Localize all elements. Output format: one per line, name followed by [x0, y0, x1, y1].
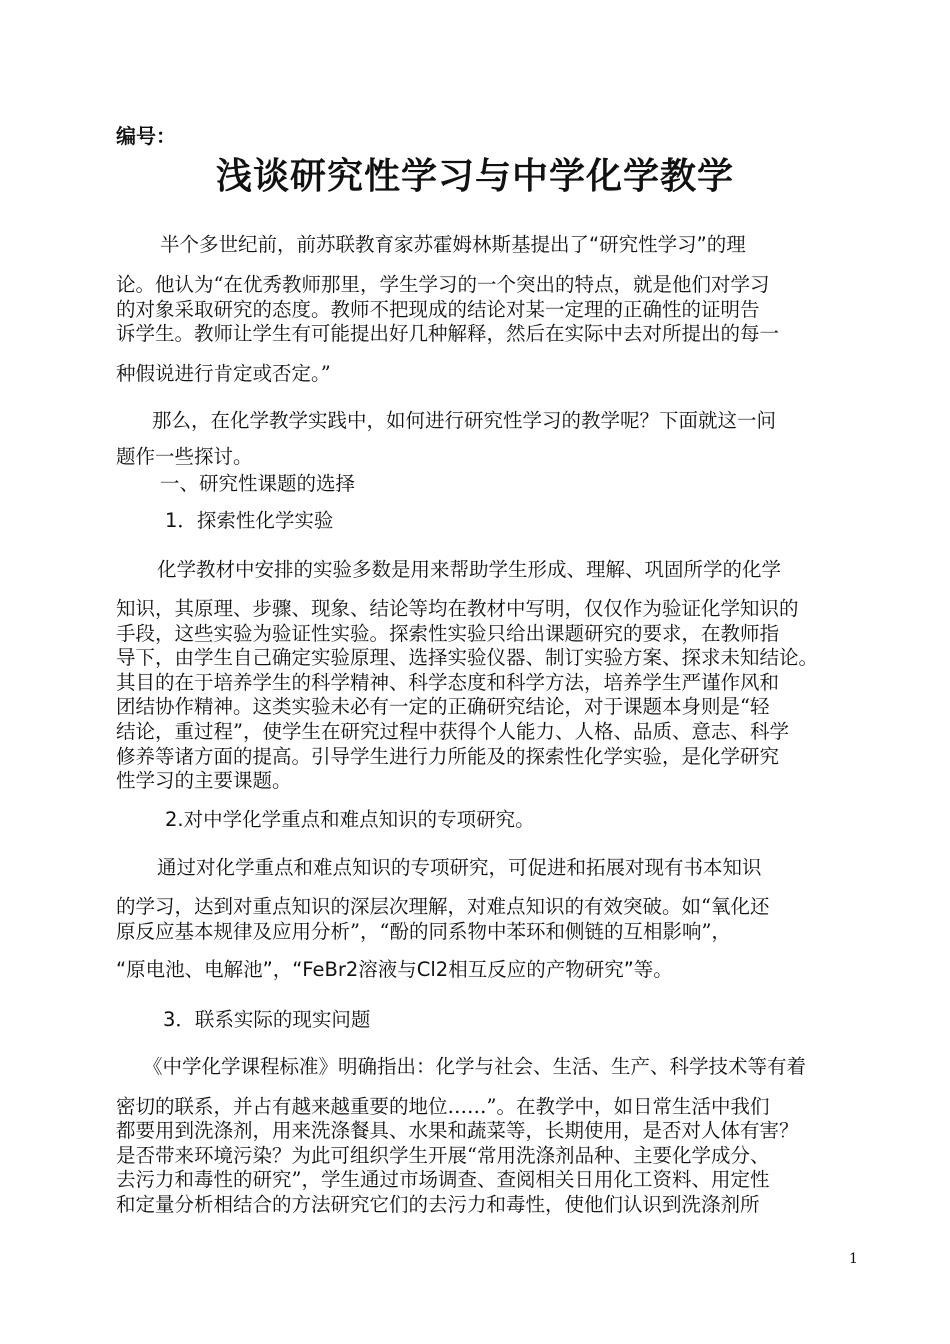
paragraph-1-line-1: 半个多世纪前，前苏联教育家苏霍姆林斯基提出了“研究性学习”的理: [160, 233, 746, 256]
paragraph-3-line-9: 性学习的主要课题。: [116, 769, 292, 792]
paragraph-5-line-3: 都要用到洗涤剂，用来洗涤餐具、水果和蔬菜等，长期使用，是否对人体有害？: [116, 1119, 799, 1142]
subheading-1: 1．探索性化学实验: [165, 509, 334, 532]
paragraph-5-line-6: 和定量分析相结合的方法研究它们的去污力和毒性，使他们认识到洗涤剂所: [116, 1193, 760, 1216]
paragraph-4-line-4: “原电池、电解池”，“FeBr2溶液与Cl2相互反应的产物研究”等。: [116, 958, 673, 981]
paragraph-3-line-5: 其目的在于培养学生的科学精神、科学态度和科学方法，培养学生严谨作风和: [116, 671, 780, 694]
page-number: 1: [849, 1251, 858, 1267]
paragraph-3-line-3: 手段，这些实验为验证性实验。探索性实验只给出课题研究的要求，在教师指: [116, 622, 780, 645]
document-title: 浅谈研究性学习与中学化学教学: [215, 156, 734, 197]
paragraph-3-line-7: 结论，重过程”，使学生在研究过程中获得个人能力、人格、品质、意志、科学: [116, 720, 789, 743]
paragraph-4-line-3: 原反应基本规律及应用分析”，“酚的同系物中苯环和侧链的互相影响”，: [116, 920, 731, 943]
subheading-2: 2.对中学化学重点和难点知识的专项研究。: [165, 808, 535, 831]
paragraph-4-line-2: 的学习，达到对重点知识的深层次理解，对难点知识的有效突破。如“氧化还: [116, 895, 770, 918]
paragraph-4-line-1: 通过对化学重点和难点知识的专项研究，可促进和拓展对现有书本知识: [157, 856, 762, 879]
paragraph-3-line-4: 导下，由学生自己确定实验原理、选择实验仪器、制订实验方案、探求未知结论。: [116, 646, 819, 669]
paragraph-2-line-2: 题作一些探讨。: [116, 445, 253, 468]
subheading-3: 3．联系实际的现实问题: [163, 1008, 371, 1031]
paragraph-5-line-1: 《中学化学课程标准》明确指出：化学与社会、生活、生产、科学技术等有着: [143, 1055, 807, 1078]
paragraph-3-line-2: 知识，其原理、步骤、现象、结论等均在教材中写明，仅仅作为验证化学知识的: [116, 597, 799, 620]
document-number-label: 编号：: [116, 124, 176, 148]
paragraph-3-line-1: 化学教材中安排的实验多数是用来帮助学生形成、理解、巩固所学的化学: [157, 558, 782, 581]
paragraph-1-line-5: 种假说进行肯定或否定。”: [116, 362, 331, 385]
paragraph-3-line-8: 修养等诸方面的提高。引导学生进行力所能及的探索性化学实验，是化学研究: [116, 745, 780, 768]
paragraph-1-line-2: 论。他认为“在优秀教师那里，学生学习的一个突出的特点，就是他们对学习: [116, 273, 770, 296]
paragraph-5-line-2: 密切的联系，并占有越来越重要的地位……”。在教学中，如日常生活中我们: [116, 1095, 770, 1118]
paragraph-3-line-6: 团结协作精神。这类实验未必有一定的正确研究结论，对于课题本身则是“轻: [116, 695, 770, 718]
paragraph-2-line-1: 那么，在化学教学实践中，如何进行研究性学习的教学呢？下面就这一问: [152, 409, 777, 432]
paragraph-1-line-4: 诉学生。教师让学生有可能提出好几种解释，然后在实际中去对所提出的每一: [116, 322, 780, 345]
paragraph-1-line-3: 的对象采取研究的态度。教师不把现成的结论对某一定理的正确性的证明告: [116, 298, 760, 321]
paragraph-5-line-4: 是否带来环境污染？为此可组织学生开展“常用洗涤剂品种、主要化学成分、: [116, 1144, 770, 1167]
section-heading: 一、研究性课题的选择: [160, 472, 356, 495]
paragraph-5-line-5: 去污力和毒性的研究”，学生通过市场调查、查阅相关日用化工资料、用定性: [116, 1168, 770, 1191]
